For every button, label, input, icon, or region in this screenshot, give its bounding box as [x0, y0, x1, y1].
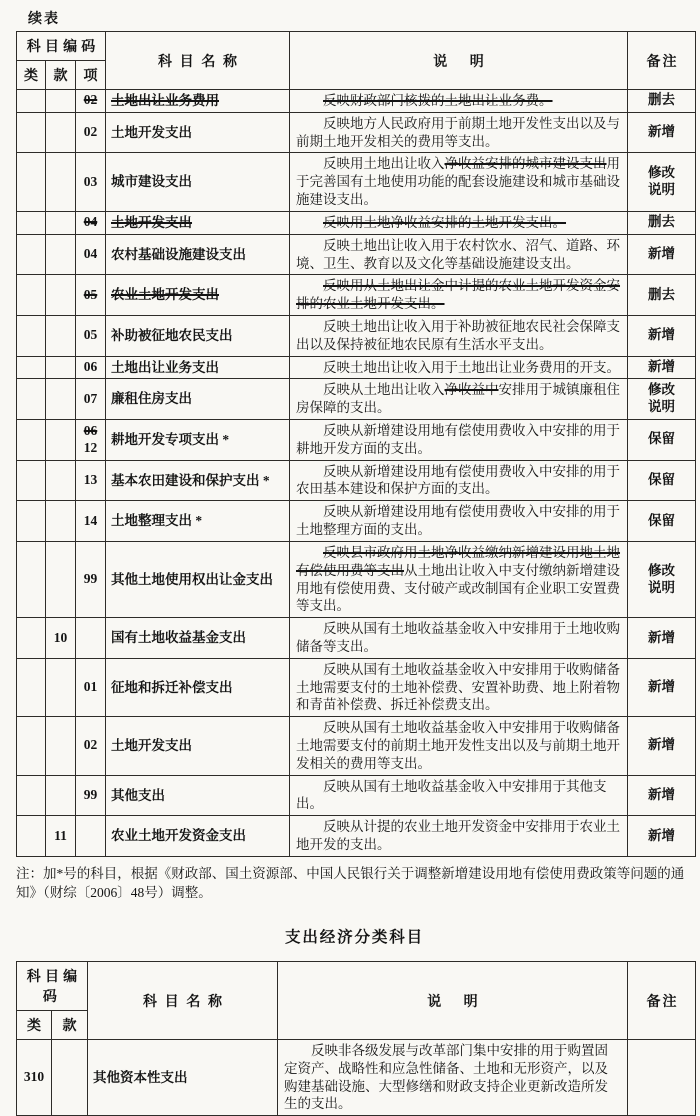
- remark-cell: 新增: [628, 234, 696, 275]
- description-cell: 反映财政部门核拨的土地出让业务费。: [290, 90, 628, 113]
- table2-header: [17, 962, 696, 1040]
- code-cell-xiang: 13: [76, 460, 106, 501]
- code-cell-kuan: [46, 234, 76, 275]
- remark-cell: 新增: [628, 356, 696, 379]
- code-cell-xiang: 14: [76, 501, 106, 542]
- code-cell-xiang: 05: [76, 315, 106, 356]
- subject-name-cell: 廉租住房支出: [106, 379, 290, 420]
- description-cell: 反映从国有土地收益基金收入中安排用于收购储备土地需要支付的土地补偿费、安置补助费、地上附着物和青苗补偿费、拆迁补偿费支出。: [290, 658, 628, 716]
- code-cell-kuan: 10: [46, 618, 76, 659]
- description-cell: 反映非各级发展与改革部门集中安排的用于购置固定资产、战略性和应急性储备、土地和无形资产，以及购建基础设施、大型修缮和财政支持企业更新改造所发生的支出。: [278, 1040, 628, 1116]
- code-cell-xiang: 03: [76, 153, 106, 211]
- code-cell-lei: [17, 541, 46, 617]
- code-cell-xiang: 06: [76, 356, 106, 379]
- header-subject-code: 科目编码: [17, 32, 106, 61]
- code-cell-xiang: 05: [76, 275, 106, 316]
- code-cell-xiang: 04: [76, 211, 106, 234]
- code-cell-xiang: 07: [76, 379, 106, 420]
- table-row: [17, 234, 696, 275]
- description-cell: 反映从计提的农业土地开发资金中安排用于农业土地开发的支出。: [290, 816, 628, 857]
- remark-cell: 新增: [628, 112, 696, 153]
- code-cell-lei: [17, 211, 46, 234]
- table-row: [17, 90, 696, 113]
- code-cell-lei: [17, 112, 46, 153]
- description-cell: 反映用土地出让收入净收益安排的城市建设支出用于完善国有土地使用功能的配套设施建设和城市基础设施建设支出。: [290, 153, 628, 211]
- description-cell: 反映从国有土地收益基金收入中安排用于其他支出。: [290, 775, 628, 816]
- section-title: 支出经济分类科目: [285, 929, 424, 946]
- description-cell: 反映土地出让收入用于补助被征地农民社会保障支出以及保持被征地农民原有生活水平支出。: [290, 315, 628, 356]
- remark-cell: 删去: [628, 275, 696, 316]
- header-xiang: 项: [76, 61, 106, 90]
- header-subject-name: 科目名称: [106, 32, 290, 90]
- table-row: [17, 618, 696, 659]
- table-header-row: [17, 32, 696, 61]
- code-cell-kuan: [46, 420, 76, 461]
- code-cell-kuan: [46, 153, 76, 211]
- table-row: [17, 541, 696, 617]
- code-cell-xiang: 99: [76, 775, 106, 816]
- header-remark: 备注: [628, 32, 696, 90]
- code-cell-xiang: [76, 618, 106, 659]
- remark-cell: 保留: [628, 460, 696, 501]
- remark-cell: 保留: [628, 420, 696, 461]
- remark-cell: 修改 说明: [628, 379, 696, 420]
- code-cell-lei: [17, 717, 46, 775]
- code-cell-lei: [17, 618, 46, 659]
- description-cell: 反映县市政府用土地净收益缴纳新增建设用地土地有偿使用费等支出从土地出让收入中支付缴纳新增建设用地有偿使用费、支付破产或改制国有企业职工安置费等支出。: [290, 541, 628, 617]
- subject-name-cell: 补助被征地农民支出: [106, 315, 290, 356]
- table-row: [17, 420, 696, 461]
- description-cell: 反映从新增建设用地有偿使用费收入中安排的用于耕地开发方面的支出。: [290, 420, 628, 461]
- table-row: [17, 112, 696, 153]
- table-row: [17, 658, 696, 716]
- subject-name-cell: 耕地开发专项支出 *: [106, 420, 290, 461]
- header-kuan: 款: [52, 1011, 88, 1040]
- code-cell-lei: [17, 356, 46, 379]
- table-row: [17, 275, 696, 316]
- code-cell-kuan: [46, 112, 76, 153]
- description-cell: 反映用土地净收益安排的土地开发支出。: [290, 211, 628, 234]
- code-cell-lei: 310: [17, 1040, 52, 1116]
- table-row: [17, 460, 696, 501]
- code-cell-kuan: [46, 501, 76, 542]
- code-cell-xiang: 99: [76, 541, 106, 617]
- header-subject-code: 科目编码: [17, 962, 88, 1011]
- subject-name-cell: 农业土地开发支出: [106, 275, 290, 316]
- subject-name-cell: 农村基础设施建设支出: [106, 234, 290, 275]
- code-cell-kuan: [46, 90, 76, 113]
- code-cell-kuan: [52, 1040, 88, 1116]
- table-row: [17, 211, 696, 234]
- description-cell: 反映土地出让收入用于农村饮水、沼气、道路、环境、卫生、教育以及文化等基础设施建设支出。: [290, 234, 628, 275]
- description-cell: 反映土地出让收入用于土地出让业务费用的开支。: [290, 356, 628, 379]
- code-cell-lei: [17, 153, 46, 211]
- remark-cell: [628, 1040, 696, 1116]
- table-header-row: [17, 962, 696, 1011]
- code-cell-lei: [17, 420, 46, 461]
- table-row: [17, 379, 696, 420]
- subject-name-cell: 征地和拆迁补偿支出: [106, 658, 290, 716]
- subject-name-cell: 土地出让业务费用: [106, 90, 290, 113]
- subject-name-cell: 其他支出: [106, 775, 290, 816]
- code-cell-lei: [17, 315, 46, 356]
- header-subject-name: 科目名称: [88, 962, 278, 1040]
- code-cell-lei: [17, 816, 46, 857]
- description-cell: 反映从新增建设用地有偿使用费收入中安排的用于农田基本建设和保护方面的支出。: [290, 460, 628, 501]
- code-cell-lei: [17, 90, 46, 113]
- header-remark: 备注: [628, 962, 696, 1040]
- table-row: [17, 315, 696, 356]
- code-cell-lei: [17, 460, 46, 501]
- table-row: [17, 356, 696, 379]
- description-cell: 反映从国有土地收益基金收入中安排用于收购储备土地需要支付的前期土地开发性支出以及与前期土地开发相关的费用等支出。: [290, 717, 628, 775]
- subject-name-cell: 土地整理支出 *: [106, 501, 290, 542]
- code-cell-xiang: 02: [76, 112, 106, 153]
- continued-table-label: 续表: [28, 12, 60, 27]
- code-cell-kuan: [46, 356, 76, 379]
- table-row: [17, 1040, 696, 1116]
- code-cell-kuan: 11: [46, 816, 76, 857]
- header-lei: 类: [17, 61, 46, 90]
- code-cell-kuan: [46, 211, 76, 234]
- code-cell-xiang: 01: [76, 658, 106, 716]
- remark-cell: 新增: [628, 775, 696, 816]
- header-description: 说明: [290, 32, 628, 90]
- subject-name-cell: 其他资本性支出: [88, 1040, 278, 1116]
- code-cell-lei: [17, 658, 46, 716]
- remark-cell: 新增: [628, 717, 696, 775]
- table-row: [17, 153, 696, 211]
- code-cell-kuan: [46, 460, 76, 501]
- subject-name-cell: 其他土地使用权出让金支出: [106, 541, 290, 617]
- code-cell-lei: [17, 275, 46, 316]
- code-cell-xiang: 02: [76, 717, 106, 775]
- subject-name-cell: 土地出让业务支出: [106, 356, 290, 379]
- code-cell-xiang: 02: [76, 90, 106, 113]
- remark-cell: 新增: [628, 816, 696, 857]
- table-row: [17, 501, 696, 542]
- code-cell-kuan: [46, 717, 76, 775]
- description-cell: 反映用从土地出让金中计提的农业土地开发资金安排的农业土地开发支出。: [290, 275, 628, 316]
- table1-body: [17, 90, 696, 857]
- remark-cell: 修改 说明: [628, 541, 696, 617]
- description-cell: 反映从国有土地收益基金收入中安排用于土地收购储备等支出。: [290, 618, 628, 659]
- expenditure-economic-table: [16, 961, 696, 1116]
- header-kuan: 款: [46, 61, 76, 90]
- code-cell-kuan: [46, 379, 76, 420]
- code-cell-lei: [17, 234, 46, 275]
- code-cell-kuan: [46, 275, 76, 316]
- code-cell-xiang: [76, 816, 106, 857]
- subject-name-cell: 国有土地收益基金支出: [106, 618, 290, 659]
- remark-cell: 新增: [628, 658, 696, 716]
- remark-cell: 保留: [628, 501, 696, 542]
- code-cell-kuan: [46, 541, 76, 617]
- table-row: [17, 717, 696, 775]
- remark-cell: 新增: [628, 618, 696, 659]
- header-description: 说明: [278, 962, 628, 1040]
- description-cell: 反映地方人民政府用于前期土地开发性支出以及与前期土地开发相关的费用等支出。: [290, 112, 628, 153]
- remark-cell: 删去: [628, 90, 696, 113]
- remark-cell: 新增: [628, 315, 696, 356]
- table-row: [17, 816, 696, 857]
- table1-header: [17, 32, 696, 90]
- code-cell-kuan: [46, 658, 76, 716]
- subject-name-cell: 基本农田建设和保护支出 *: [106, 460, 290, 501]
- code-cell-xiang: 04: [76, 234, 106, 275]
- code-cell-xiang: 06 12: [76, 420, 106, 461]
- remark-cell: 修改 说明: [628, 153, 696, 211]
- footnote: 注：加*号的科目，根据《财政部、国土资源部、中国人民银行关于调整新增建设用地有偿使用费政策等问题的通知》（财综〔2006〕48号）调整。: [16, 865, 685, 901]
- description-cell: 反映从土地出让收入净收益中安排用于城镇廉租住房保障的支出。: [290, 379, 628, 420]
- subject-name-cell: 土地开发支出: [106, 717, 290, 775]
- table2-body: [17, 1040, 696, 1116]
- subject-name-cell: 城市建设支出: [106, 153, 290, 211]
- table-row: [17, 775, 696, 816]
- code-cell-lei: [17, 379, 46, 420]
- code-cell-lei: [17, 501, 46, 542]
- code-cell-kuan: [46, 315, 76, 356]
- subject-name-cell: 农业土地开发资金支出: [106, 816, 290, 857]
- subject-name-cell: 土地开发支出: [106, 112, 290, 153]
- code-cell-kuan: [46, 775, 76, 816]
- subject-table-continued: [16, 31, 696, 857]
- code-cell-lei: [17, 775, 46, 816]
- subject-name-cell: 土地开发支出: [106, 211, 290, 234]
- description-cell: 反映从新增建设用地有偿使用费收入中安排的用于土地整理方面的支出。: [290, 501, 628, 542]
- header-lei: 类: [17, 1011, 52, 1040]
- remark-cell: 删去: [628, 211, 696, 234]
